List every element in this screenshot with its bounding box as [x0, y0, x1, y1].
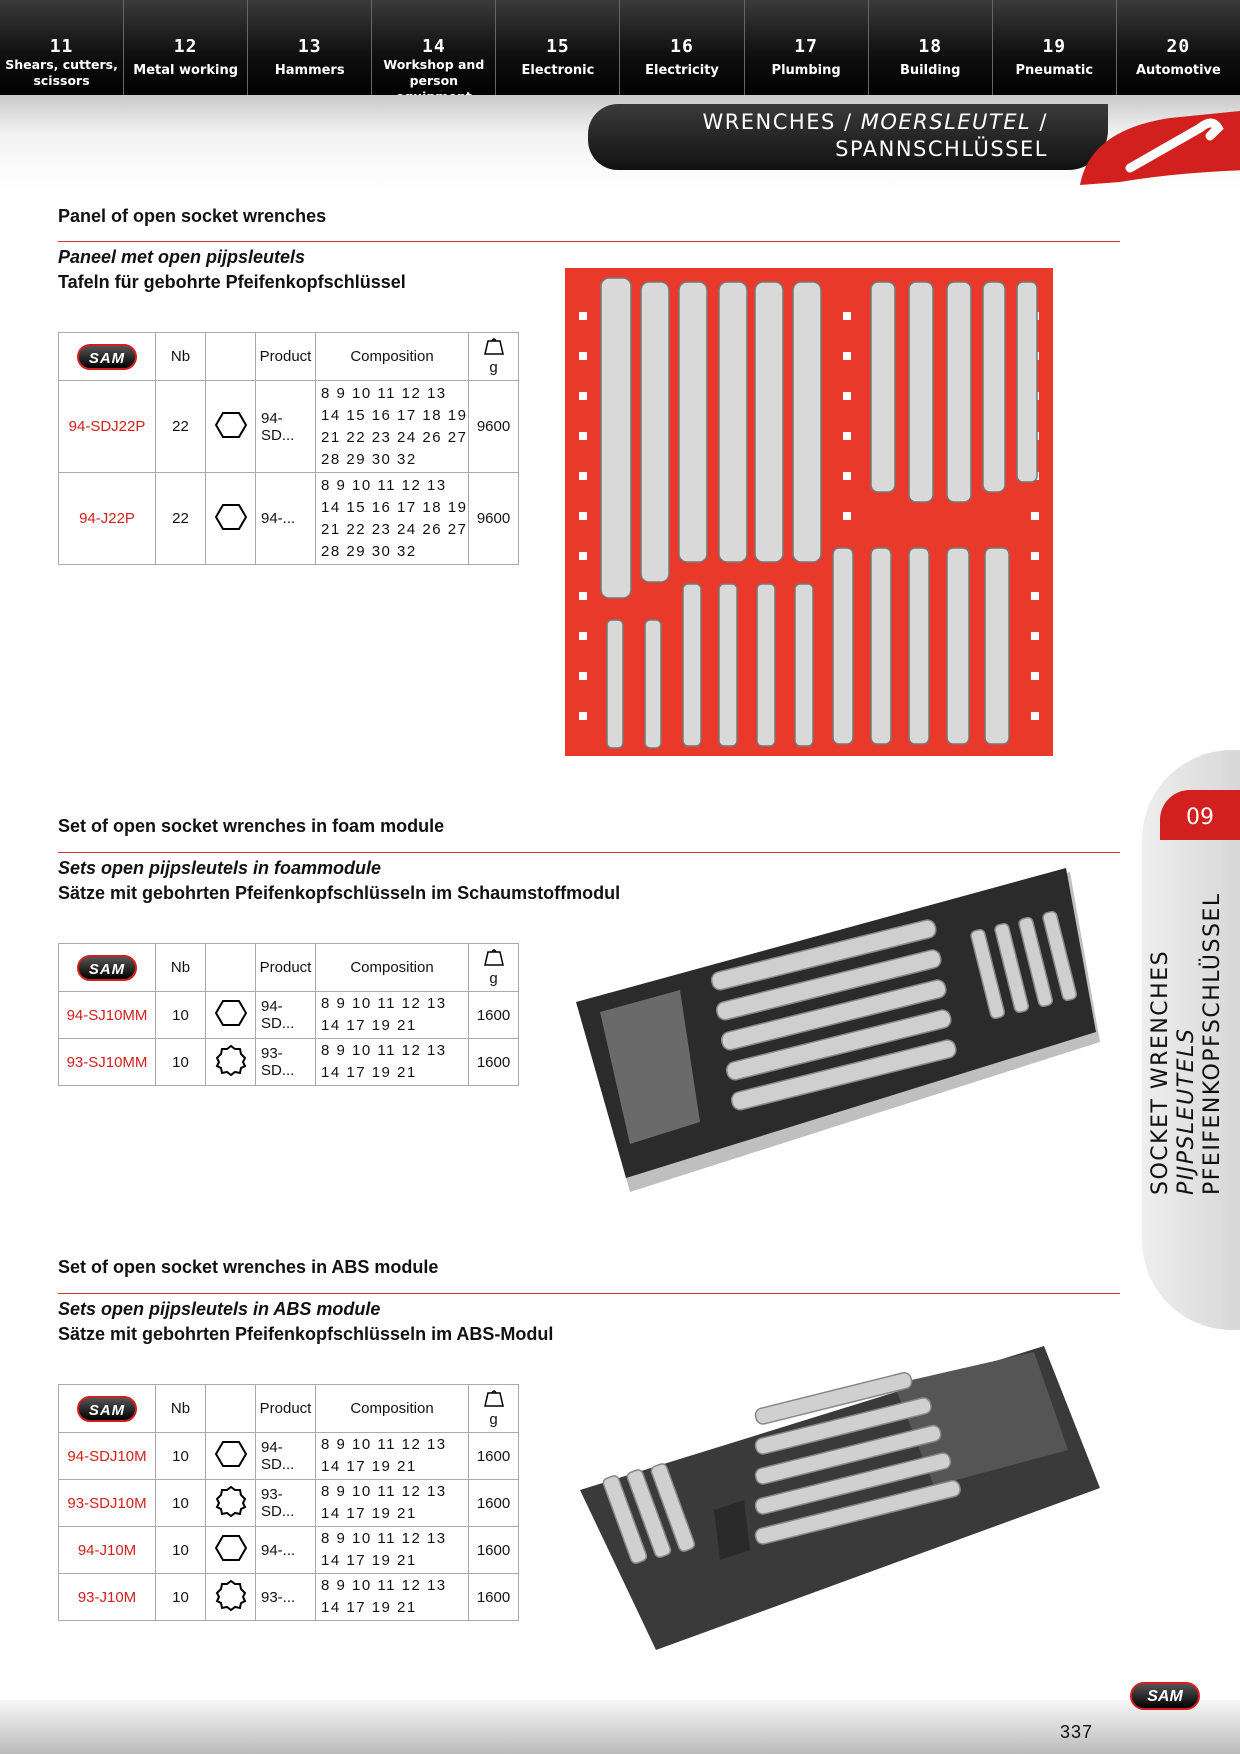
bihex-icon	[206, 1574, 256, 1621]
logo-text: SAM	[77, 1396, 137, 1422]
page-number: 337	[1060, 1722, 1094, 1742]
sam-logo	[59, 944, 156, 992]
nav-item-12[interactable]	[124, 0, 248, 95]
composition: 8 9 10 11 12 13 14 17 19 21	[316, 992, 469, 1039]
nav-number: 15	[546, 36, 570, 57]
table-row	[59, 992, 519, 1039]
category-nav	[0, 0, 1240, 95]
nav-item-15[interactable]	[496, 0, 620, 95]
nav-item-14[interactable]	[372, 0, 496, 95]
nav-item-16[interactable]	[620, 0, 744, 95]
nav-number: 11	[49, 36, 74, 57]
table-header	[59, 944, 519, 992]
chapter-side-title	[1148, 892, 1226, 1195]
logo-text: SAM	[77, 955, 137, 981]
table-row	[59, 473, 519, 565]
nav-number: 12	[173, 36, 198, 57]
hex-icon	[206, 381, 256, 473]
hex-icon	[206, 1433, 256, 1480]
nav-number: 20	[1166, 36, 1191, 57]
chapter-number: 09	[1186, 805, 1214, 830]
nav-item-18[interactable]	[869, 0, 993, 95]
section-title: Set of open socket wrenches in foam module	[58, 816, 445, 836]
chapter-title	[588, 104, 1108, 170]
nav-label: Electronic	[521, 63, 595, 78]
weight-value: 1600	[469, 1527, 519, 1574]
nb-value: 10	[156, 1039, 206, 1086]
product-ref: 94-SD...	[256, 381, 316, 473]
divider	[58, 1293, 1120, 1294]
product-ref: 93-...	[256, 1574, 316, 1621]
nav-label: Pneumatic	[1015, 63, 1094, 78]
title-de: SPANNSCHLÜSSEL	[835, 137, 1048, 161]
side-title-en: SOCKET WRENCHES	[1148, 949, 1173, 1195]
table-header	[59, 1385, 519, 1433]
table-row	[59, 1527, 519, 1574]
product-ref: 93-SD...	[256, 1480, 316, 1527]
nav-number: 13	[297, 36, 322, 57]
abs-module-photo	[574, 1340, 1104, 1652]
title-en: WRENCHES /	[702, 110, 861, 134]
title-sep: /	[1031, 110, 1048, 134]
col-product: Product	[256, 944, 316, 992]
section-title: Set of open socket wrenches in ABS module	[58, 1257, 439, 1277]
nb-value: 10	[156, 992, 206, 1039]
section-subtitle-de: Sätze mit gebohrten Pfeifenkopfschlüsseln im ABS-Modul	[58, 1324, 554, 1344]
table-row	[59, 1433, 519, 1480]
bihex-icon	[206, 1480, 256, 1527]
nav-number: 19	[1042, 36, 1067, 57]
product-code[interactable]: 94-SDJ10M	[59, 1433, 156, 1480]
col-weight	[469, 333, 519, 381]
weight-value: 1600	[469, 992, 519, 1039]
table-row	[59, 1574, 519, 1621]
col-weight	[469, 944, 519, 992]
col-nb: Nb	[156, 944, 206, 992]
section-subtitle-nl: Paneel met open pijpsleutels	[58, 247, 306, 267]
hex-icon	[206, 473, 256, 565]
nav-label: Workshop and person	[383, 57, 485, 88]
weight-unit: g	[489, 359, 498, 376]
section-subtitle-de: Tafeln für gebohrte Pfeifenkopfschlüssel	[58, 272, 406, 292]
col-composition: Composition	[316, 1385, 469, 1433]
sam-logo	[59, 1385, 156, 1433]
divider	[58, 852, 1120, 853]
bihex-icon	[206, 1039, 256, 1086]
sam-logo	[59, 333, 156, 381]
product-code[interactable]: 94-J22P	[59, 473, 156, 565]
weight-unit: g	[489, 1411, 498, 1428]
weight-icon	[483, 337, 505, 355]
product-ref: 94-...	[256, 1527, 316, 1574]
table-row	[59, 1480, 519, 1527]
product-code[interactable]: 94-J10M	[59, 1527, 156, 1574]
col-composition: Composition	[316, 944, 469, 992]
weight-value: 1600	[469, 1574, 519, 1621]
composition: 8 9 10 11 12 13 14 17 19 21	[316, 1433, 469, 1480]
composition: 8 9 10 11 12 13 14 17 19 21	[316, 1527, 469, 1574]
wrench-panel-photo	[565, 268, 1053, 756]
col-weight	[469, 1385, 519, 1433]
weight-unit: g	[489, 970, 498, 987]
nav-number: 14	[421, 36, 446, 57]
nav-item-20[interactable]	[1117, 0, 1240, 95]
weight-icon	[483, 1389, 505, 1407]
composition: 8 9 10 11 12 13 14 15 16 17 18 19 21 22 23 24 26 27 28 29 30 32	[316, 473, 469, 565]
nav-label: Automotive	[1135, 63, 1221, 78]
nav-number: 18	[918, 36, 943, 57]
nav-label: Building	[900, 63, 961, 78]
composition: 8 9 10 11 12 13 14 15 16 17 18 19 21 22 23 24 26 27 28 29 30 32	[316, 381, 469, 473]
col-product: Product	[256, 333, 316, 381]
side-title-nl: PIJPSLEUTELS	[1174, 1027, 1199, 1195]
composition: 8 9 10 11 12 13 14 17 19 21	[316, 1480, 469, 1527]
nb-value: 22	[156, 473, 206, 565]
product-code[interactable]: 94-SDJ22P	[59, 381, 156, 473]
nb-value: 22	[156, 381, 206, 473]
product-code[interactable]: 93-J10M	[59, 1574, 156, 1621]
nb-value: 10	[156, 1527, 206, 1574]
col-icon	[206, 333, 256, 381]
hex-icon	[206, 1527, 256, 1574]
weight-value: 1600	[469, 1039, 519, 1086]
nav-item-19[interactable]	[993, 0, 1117, 95]
nav-item-17[interactable]	[745, 0, 869, 95]
product-ref: 94-SD...	[256, 992, 316, 1039]
product-code[interactable]: 93-SDJ10M	[59, 1480, 156, 1527]
table-row	[59, 381, 519, 473]
col-product: Product	[256, 1385, 316, 1433]
brand-logo: SAM	[1130, 1682, 1200, 1710]
section-subtitle-nl: Sets open pijpsleutels in foammodule	[58, 858, 382, 878]
col-composition: Composition	[316, 333, 469, 381]
product-ref: 94-SD...	[256, 1433, 316, 1480]
nb-value: 10	[156, 1480, 206, 1527]
weight-icon	[483, 948, 505, 966]
nav-label: Shears, cutters, scissors	[5, 57, 118, 88]
col-nb: Nb	[156, 333, 206, 381]
section-subtitle-de: Sätze mit gebohrten Pfeifenkopfschlüsseln im Schaumstoffmodul	[58, 883, 621, 903]
col-icon	[206, 1385, 256, 1433]
foam-module-photo	[570, 862, 1110, 1198]
nb-value: 10	[156, 1433, 206, 1480]
composition: 8 9 10 11 12 13 14 17 19 21	[316, 1039, 469, 1086]
nb-value: 10	[156, 1574, 206, 1621]
product-ref: 94-...	[256, 473, 316, 565]
footer	[0, 1700, 1240, 1754]
weight-value: 1600	[469, 1480, 519, 1527]
nav-number: 16	[670, 36, 694, 57]
nav-label: Metal working	[133, 63, 239, 78]
section-subtitle-nl: Sets open pijpsleutels in ABS module	[58, 1299, 381, 1319]
hex-icon	[206, 992, 256, 1039]
nav-label: Hammers	[274, 63, 345, 78]
wrench-icon	[1060, 110, 1240, 190]
logo-text: SAM	[77, 344, 137, 370]
nav-item-13[interactable]	[248, 0, 372, 95]
spec-table	[58, 332, 519, 565]
spec-table	[58, 943, 519, 1086]
product-ref: 93-SD...	[256, 1039, 316, 1086]
weight-value: 1600	[469, 1433, 519, 1480]
table-row	[59, 1039, 519, 1086]
title-nl: MOERSLEUTEL	[860, 110, 1032, 134]
col-nb: Nb	[156, 1385, 206, 1433]
weight-value: 9600	[469, 381, 519, 473]
weight-value: 9600	[469, 473, 519, 565]
side-title-de: PFEIFENKOPFSCHLÜSSEL	[1200, 892, 1225, 1195]
section-title: Panel of open socket wrenches	[58, 206, 327, 226]
spec-table	[58, 1384, 519, 1621]
col-icon	[206, 944, 256, 992]
product-code[interactable]: 93-SJ10MM	[59, 1039, 156, 1086]
divider	[58, 241, 1120, 242]
nav-label: Electricity	[645, 63, 719, 78]
product-code[interactable]: 94-SJ10MM	[59, 992, 156, 1039]
composition: 8 9 10 11 12 13 14 17 19 21	[316, 1574, 469, 1621]
table-header	[59, 333, 519, 381]
nav-label: Plumbing	[771, 63, 841, 78]
nav-number: 17	[794, 36, 818, 57]
nav-item-11[interactable]	[0, 0, 124, 95]
